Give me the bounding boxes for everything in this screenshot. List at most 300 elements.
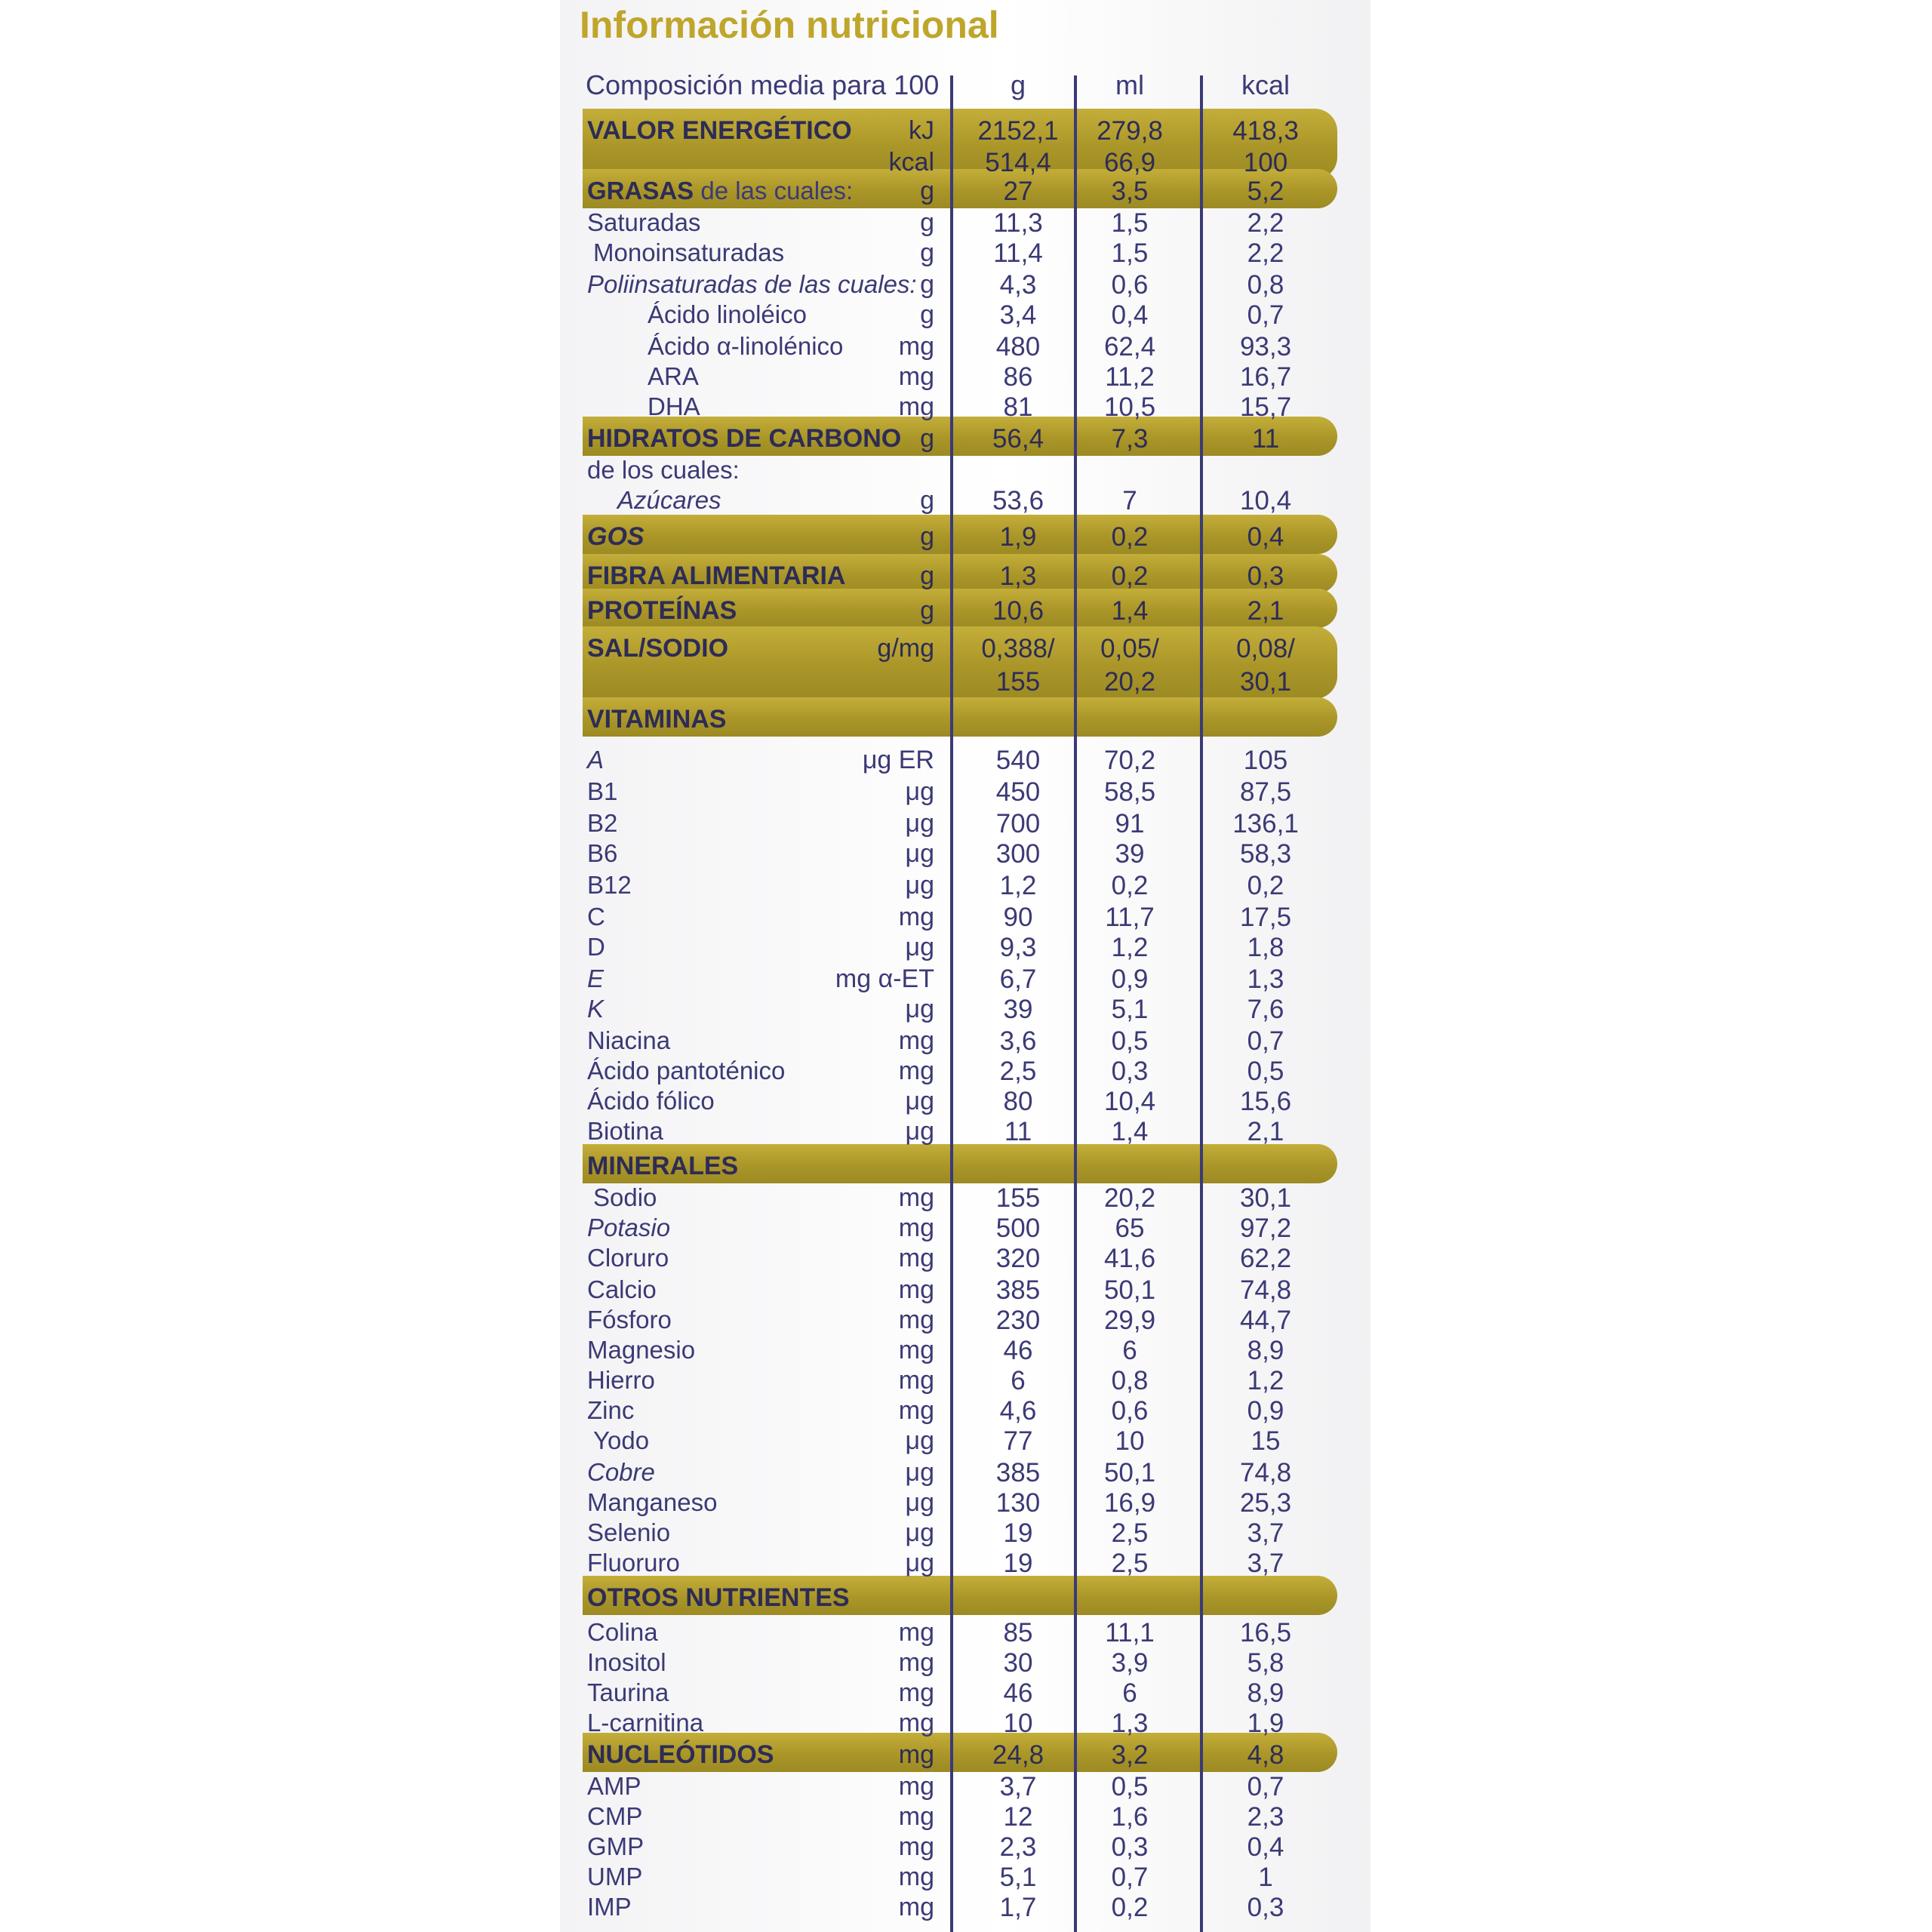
value-g: 540 [995,746,1041,775]
value-g: 11,4 [993,238,1043,268]
row-label: IMP [587,1893,632,1921]
row-unit: mg [898,392,934,421]
panel-title: Información nutricional [580,4,999,46]
row-label: FIBRA ALIMENTARIA [587,561,846,590]
row-unit: mg [898,1366,934,1395]
row-unit: g [920,486,934,515]
value-ml: 0,7 [1111,1863,1149,1892]
value-g: 320 [995,1244,1041,1273]
value-kcal: 3,7 [1247,1518,1284,1548]
value-kcal: 0,2 [1247,871,1284,900]
value-kcal: 136,1 [1232,809,1299,838]
value-ml: 0,6 [1111,270,1149,300]
value-g: 1,2 [999,871,1037,900]
value-g: 10 [1003,1709,1033,1738]
row-label: K [587,995,605,1023]
header-col-g: g [1010,69,1026,100]
table-row [560,522,1371,552]
value-g: 81 [1003,392,1033,422]
value-ml: 1,5 [1111,238,1149,268]
value-ml: 2,5 [1111,1549,1149,1578]
row-unit: mg [898,1336,934,1364]
row-unit: g/mg [877,634,934,663]
value-g: 480 [995,332,1041,361]
value-kcal: 87,5 [1239,777,1292,807]
value-ml: 0,3 [1111,1057,1149,1086]
value-kcal: 74,8 [1239,1458,1292,1487]
value-ml: 11,1 [1105,1618,1155,1647]
value-ml: 7 [1122,486,1137,515]
table-row [560,177,1371,207]
table-row [560,332,1371,362]
value-kcal: 2,1 [1247,1117,1284,1146]
value-kcal: 74,8 [1239,1275,1292,1305]
value-kcal: 1,8 [1247,933,1284,962]
value-g: 130 [995,1488,1041,1518]
value-kcal: 0,7 [1247,300,1284,330]
value-kcal: 4,8 [1247,1740,1284,1770]
value-ml: 1,4 [1111,596,1149,626]
value-kcal: 7,6 [1247,995,1284,1024]
value-ml: 58,5 [1103,777,1156,807]
value-g: 46 [1003,1336,1033,1365]
header-col-ml: ml [1115,69,1144,100]
table-row [560,964,1371,995]
row-unit: mg [898,1306,934,1334]
row-unit: mg [898,1275,934,1304]
value-g: 1,3 [999,561,1037,591]
value-g: 385 [995,1275,1041,1305]
table-row [560,1458,1371,1488]
row-label: D [587,933,605,961]
row-unit: μg [905,1087,934,1115]
row-label: Cobre [587,1458,655,1486]
value-kcal: 44,7 [1239,1306,1292,1335]
row-unit: μg ER [862,746,934,774]
row-label: Sodio [593,1183,657,1211]
row-label: Hierro [587,1366,655,1394]
table-row [560,1152,1371,1182]
row-unit: mg α-ET [835,964,934,993]
value-ml: 62,4 [1103,332,1156,361]
value-kcal: 5,2 [1247,177,1284,206]
table-row [560,116,1371,146]
row-label: MINERALES [587,1152,739,1180]
value-ml: 0,5 [1111,1026,1149,1056]
table-row [560,1426,1371,1457]
row-label: Poliinsaturadas de las cuales: [587,270,917,298]
table-row [560,1709,1371,1739]
table-row [560,809,1371,839]
value-ml: 0,5 [1111,1772,1149,1801]
table-row [560,1275,1371,1306]
table-row [560,1026,1371,1057]
value-g: 3,6 [999,1026,1037,1056]
value-g: 4,6 [999,1396,1037,1426]
value-ml: 70,2 [1103,746,1156,775]
table-row [560,871,1371,901]
value-ml: 11,7 [1105,903,1155,932]
value-kcal: 0,7 [1247,1026,1284,1056]
row-label: VITAMINAS [587,705,727,734]
value-kcal: 0,08/ [1236,634,1295,663]
value-kcal: 0,4 [1247,522,1284,552]
table-row [560,1183,1371,1214]
value-ml: 6 [1122,1678,1137,1708]
row-unit: μg [905,1518,934,1547]
table-row [560,238,1371,269]
value-ml: 0,4 [1111,300,1149,330]
value-g: 2152,1 [977,116,1059,146]
value-g: 1,7 [999,1893,1037,1922]
row-unit: mg [898,903,934,931]
table-row [560,933,1371,963]
row-unit: kJ [909,116,934,145]
table-row [560,1336,1371,1366]
row-unit: g [920,300,934,329]
value-kcal: 1 [1258,1863,1273,1892]
row-unit: mg [898,1893,934,1921]
row-unit: mg [898,1214,934,1242]
value-kcal: 0,3 [1247,561,1284,591]
value-ml: 6 [1122,1336,1137,1365]
value-g: 6 [1011,1366,1026,1395]
table-row [560,995,1371,1025]
value-kcal: 1,3 [1247,964,1284,994]
row-label: Taurina [587,1678,669,1706]
value-ml: 1,5 [1111,208,1149,238]
value-kcal: 15 [1251,1426,1281,1456]
value-kcal: 418,3 [1232,116,1299,146]
table-row [560,1087,1371,1117]
value-kcal: 100 [1243,148,1288,177]
value-g: 300 [995,839,1041,869]
value-ml: 1,3 [1111,1709,1149,1738]
row-label: Magnesio [587,1336,696,1364]
value-ml: 0,05/ [1100,634,1159,663]
value-ml: 5,1 [1111,995,1149,1024]
table-row [560,1306,1371,1336]
value-ml: 10 [1115,1426,1145,1456]
row-label: ARA [648,362,699,390]
value-g: 2,5 [999,1057,1037,1086]
table-row [560,1832,1371,1863]
row-label: Potasio [587,1214,671,1241]
table-row [560,424,1371,454]
row-label: Inositol [587,1648,666,1676]
value-g: 155 [995,1183,1041,1213]
value-g: 90 [1003,903,1033,932]
table-row [560,1549,1371,1579]
table-row [560,148,1371,178]
row-unit: μg [905,1488,934,1517]
value-ml: 1,6 [1111,1802,1149,1832]
row-label: L-carnitina [587,1709,704,1737]
value-ml: 91 [1115,809,1145,838]
value-ml: 41,6 [1103,1244,1156,1273]
table-row [560,486,1371,516]
value-g: 155 [995,667,1041,697]
value-g: 19 [1003,1518,1033,1548]
value-kcal: 58,3 [1239,839,1292,869]
value-ml: 10,4 [1103,1087,1156,1116]
table-row [560,705,1371,735]
row-label: SAL/SODIO [587,634,729,663]
value-ml: 3,5 [1111,177,1149,206]
table-row [560,300,1371,331]
value-kcal: 8,9 [1247,1678,1284,1708]
value-ml: 10,5 [1103,392,1156,422]
row-label: AMP [587,1772,641,1800]
value-ml: 20,2 [1103,1183,1156,1213]
row-label: VALOR ENERGÉTICO [587,116,852,145]
value-g: 3,4 [999,300,1037,330]
value-kcal: 8,9 [1247,1336,1284,1365]
row-unit: μg [905,809,934,838]
row-label: Ácido pantoténico [587,1057,786,1084]
table-row [560,1772,1371,1802]
value-ml: 50,1 [1103,1275,1156,1305]
table-row [560,634,1371,664]
row-label: Fósforo [587,1306,672,1334]
value-ml: 50,1 [1103,1458,1156,1487]
row-label: E [587,964,605,992]
table-row [560,1648,1371,1678]
table-row [560,1678,1371,1709]
value-ml: 0,2 [1111,561,1149,591]
row-unit: mg [898,1863,934,1891]
value-g: 700 [995,809,1041,838]
value-g: 6,7 [999,964,1037,994]
row-label: A [587,746,605,774]
value-g: 450 [995,777,1041,807]
row-unit: g [920,522,934,551]
table-row [560,1740,1371,1770]
table-row [560,1366,1371,1396]
value-ml: 0,3 [1111,1832,1149,1862]
table-row [560,746,1371,776]
row-label: PROTEÍNAS [587,596,737,625]
row-unit: mg [898,1709,934,1737]
row-unit: kcal [888,148,934,177]
row-label: CMP [587,1802,643,1830]
row-label: GRASAS de las cuales: [587,177,854,205]
value-g: 85 [1003,1618,1033,1647]
table-row [560,1244,1371,1274]
row-label: Selenio [587,1518,671,1546]
row-unit: μg [905,995,934,1023]
row-label: Ácido fólico [587,1087,715,1115]
value-g: 86 [1003,362,1033,392]
value-g: 500 [995,1214,1041,1243]
row-label: Manganeso [587,1488,718,1516]
row-unit: μg [905,1426,934,1455]
row-unit: mg [898,332,934,361]
row-label: OTROS NUTRIENTES [587,1583,850,1612]
row-label: Zinc [587,1396,635,1424]
row-unit: g [920,238,934,267]
table-row [560,1518,1371,1549]
value-g: 1,9 [999,522,1037,552]
table-row [560,456,1371,486]
row-unit: μg [905,871,934,900]
value-g: 39 [1003,995,1033,1024]
table-row [560,667,1371,697]
row-label: Ácido α-linolénico [648,332,844,360]
value-kcal: 11 [1251,424,1280,454]
value-ml: 3,9 [1111,1648,1149,1678]
value-kcal: 0,8 [1247,270,1284,300]
value-ml: 0,2 [1111,522,1149,552]
row-unit: mg [898,1183,934,1212]
row-label: Biotina [587,1117,663,1145]
row-label: Ácido linoléico [648,300,807,328]
value-kcal: 5,8 [1247,1648,1284,1678]
value-ml: 279,8 [1097,116,1163,146]
table-row [560,1488,1371,1518]
value-ml: 0,6 [1111,1396,1149,1426]
value-g: 10,6 [992,596,1044,626]
table-row [560,270,1371,300]
value-kcal: 1,2 [1247,1366,1284,1395]
value-kcal: 2,2 [1247,238,1284,268]
value-ml: 0,9 [1111,964,1149,994]
value-ml: 11,2 [1105,362,1155,392]
value-ml: 7,3 [1111,424,1149,454]
row-unit: mg [898,1772,934,1801]
row-unit: mg [898,1026,934,1055]
value-g: 9,3 [999,933,1037,962]
row-unit: mg [898,1678,934,1707]
row-unit: mg [898,1648,934,1677]
row-unit: mg [898,1057,934,1085]
value-g: 46 [1003,1678,1033,1708]
nutrition-panel [560,0,1371,1932]
table-row [560,777,1371,808]
value-ml: 0,2 [1111,1893,1149,1922]
table-row [560,903,1371,933]
row-unit: μg [905,1549,934,1577]
value-kcal: 62,2 [1239,1244,1292,1273]
value-g: 230 [995,1306,1041,1335]
table-row [560,1618,1371,1648]
row-unit: g [920,270,934,299]
row-label: HIDRATOS DE CARBONO [587,424,902,453]
row-unit: g [920,208,934,237]
value-kcal: 16,7 [1239,362,1292,392]
row-unit: mg [898,1802,934,1831]
row-unit: μg [905,933,934,961]
row-label: Yodo [593,1426,650,1454]
table-row [560,1057,1371,1087]
value-kcal: 3,7 [1247,1549,1284,1578]
row-label: B2 [587,809,618,837]
value-ml: 2,5 [1111,1518,1149,1548]
table-row [560,1893,1371,1923]
value-g: 0,388/ [981,634,1055,663]
table-row [560,1583,1371,1614]
row-unit: μg [905,777,934,806]
value-g: 24,8 [992,1740,1044,1770]
row-unit: mg [898,1832,934,1861]
table-row [560,1214,1371,1244]
value-g: 5,1 [999,1863,1037,1892]
value-ml: 3,2 [1111,1740,1149,1770]
row-label: Fluoruro [587,1549,680,1577]
value-g: 385 [995,1458,1041,1487]
row-unit: μg [905,1458,934,1487]
value-kcal: 15,7 [1239,392,1292,422]
row-label: de los cuales: [587,456,740,484]
value-kcal: 1,9 [1247,1709,1284,1738]
header-col-kcal: kcal [1241,69,1291,100]
row-unit: μg [905,839,934,868]
row-label: B6 [587,839,618,867]
value-kcal: 97,2 [1239,1214,1292,1243]
row-unit: mg [898,1244,934,1272]
value-g: 80 [1003,1087,1033,1116]
row-unit: g [920,596,934,625]
row-unit: mg [898,1740,934,1769]
value-ml: 29,9 [1103,1306,1156,1335]
row-label: Niacina [587,1026,671,1054]
value-kcal: 0,5 [1247,1057,1284,1086]
table-row [560,392,1371,423]
value-kcal: 16,5 [1239,1618,1292,1647]
row-label: B12 [587,871,632,899]
value-g: 11 [1004,1117,1032,1146]
row-label: DHA [648,392,700,420]
table-row [560,1117,1371,1147]
row-label: B1 [587,777,618,805]
row-unit: μg [905,1117,934,1146]
value-g: 4,3 [999,270,1037,300]
value-ml: 0,2 [1111,871,1149,900]
value-ml: 39 [1115,839,1145,869]
row-label: Saturadas [587,208,701,236]
table-row [560,208,1371,238]
row-unit: g [920,424,934,453]
table-row [560,362,1371,392]
row-unit: g [920,177,934,205]
value-g: 56,4 [992,424,1044,454]
value-kcal: 2,3 [1247,1802,1284,1832]
row-unit: mg [898,362,934,391]
value-kcal: 15,6 [1239,1087,1292,1116]
value-g: 53,6 [992,486,1044,515]
value-kcal: 30,1 [1239,1183,1292,1213]
value-kcal: 2,1 [1247,596,1284,626]
value-g: 12 [1003,1802,1033,1832]
row-label: Monoinsaturadas [593,238,785,266]
row-label: Calcio [587,1275,657,1303]
table-row [560,561,1371,592]
value-g: 27 [1003,177,1033,206]
value-kcal: 17,5 [1239,903,1292,932]
header-description: Composición media para 100 [586,69,940,100]
value-kcal: 105 [1243,746,1288,775]
value-kcal: 0,4 [1247,1832,1284,1862]
row-label: C [587,903,605,931]
row-unit: mg [898,1396,934,1425]
table-row [560,1863,1371,1893]
value-g: 514,4 [985,148,1051,177]
row-label: UMP [587,1863,643,1890]
row-label: Colina [587,1618,658,1646]
value-ml: 66,9 [1103,148,1156,177]
row-label: Azúcares [617,486,721,514]
value-g: 2,3 [999,1832,1037,1862]
